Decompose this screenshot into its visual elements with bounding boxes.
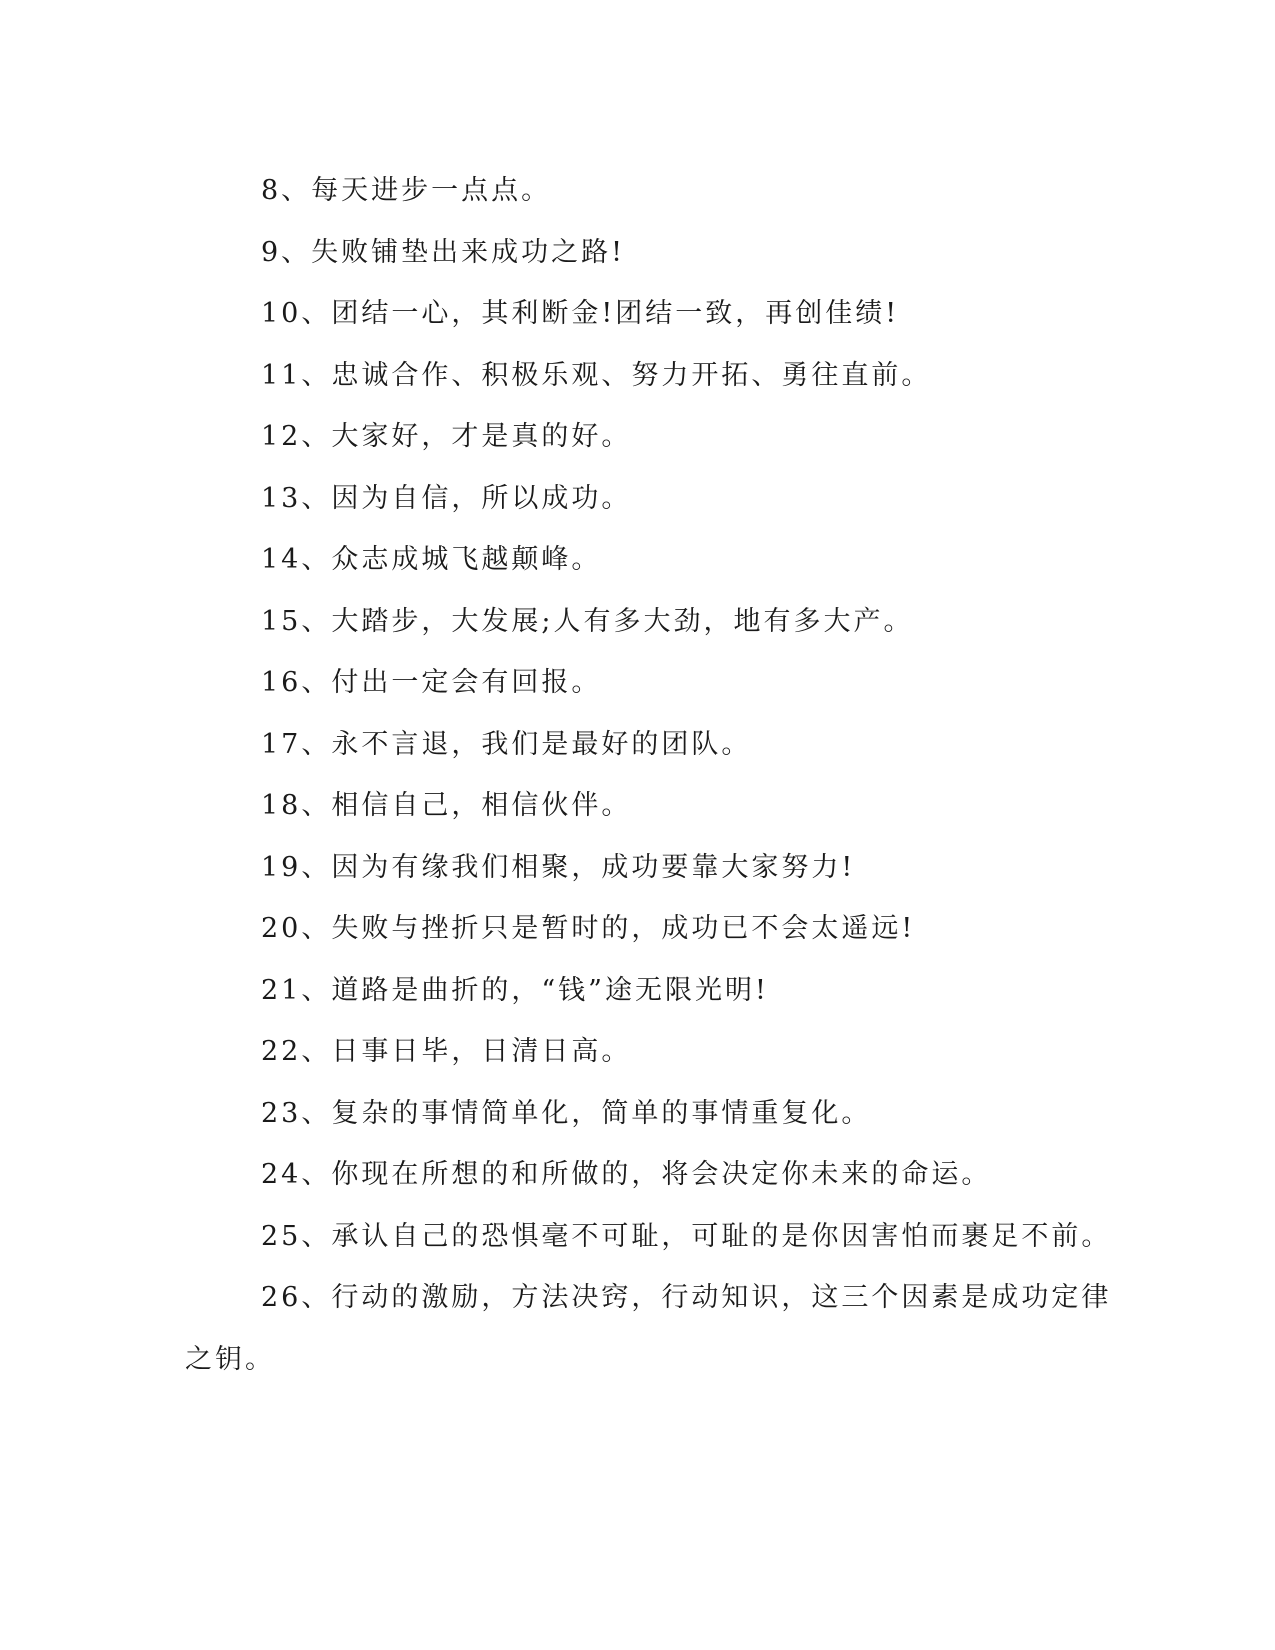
slogan-list: [185, 160, 1112, 1390]
list-item-last-line2: 之钥。: [185, 1343, 275, 1375]
list-item: 23、复杂的事情简单化，简单的事情重复化。: [261, 1097, 872, 1129]
list-item: 9、失败铺垫出来成功之路!: [261, 236, 626, 268]
list-item: 15、大踏步，大发展;人有多大劲，地有多大产。: [261, 605, 914, 637]
list-item: 10、团结一心，其利断金!团结一致，再创佳绩!: [261, 298, 900, 329]
list-item: 21、道路是曲折的，“钱”途无限光明!: [261, 974, 769, 1006]
list-item: 20、失败与挫折只是暂时的，成功已不会太遥远!: [261, 913, 916, 944]
list-item: 12、大家好，才是真的好。: [261, 421, 632, 452]
list-item: 8、每天进步一点点。: [261, 175, 552, 206]
list-item: 19、因为有缘我们相聚，成功要靠大家努力!: [261, 851, 856, 883]
list-item-last-line1: 26、行动的激励，方法决窍，行动知识，这三个因素是成功定律: [261, 1282, 1112, 1313]
list-item: 24、你现在所想的和所做的，将会决定你未来的命运。: [261, 1159, 992, 1190]
list-item: 17、永不言退，我们是最好的团队。: [261, 728, 752, 760]
list-item: 18、相信自己，相信伙伴。: [261, 790, 632, 821]
list-item: 25、承认自己的恐惧毫不可耻，可耻的是你因害怕而裹足不前。: [261, 1220, 1112, 1252]
list-item: 16、付出一定会有回报。: [261, 667, 602, 698]
list-item: 13、因为自信，所以成功。: [261, 482, 632, 514]
list-item: 22、日事日毕，日清日高。: [261, 1036, 632, 1067]
list-item: 11、忠诚合作、积极乐观、努力开拓、勇往直前。: [261, 359, 932, 391]
list-item: 14、众志成城飞越颠峰。: [261, 544, 602, 575]
